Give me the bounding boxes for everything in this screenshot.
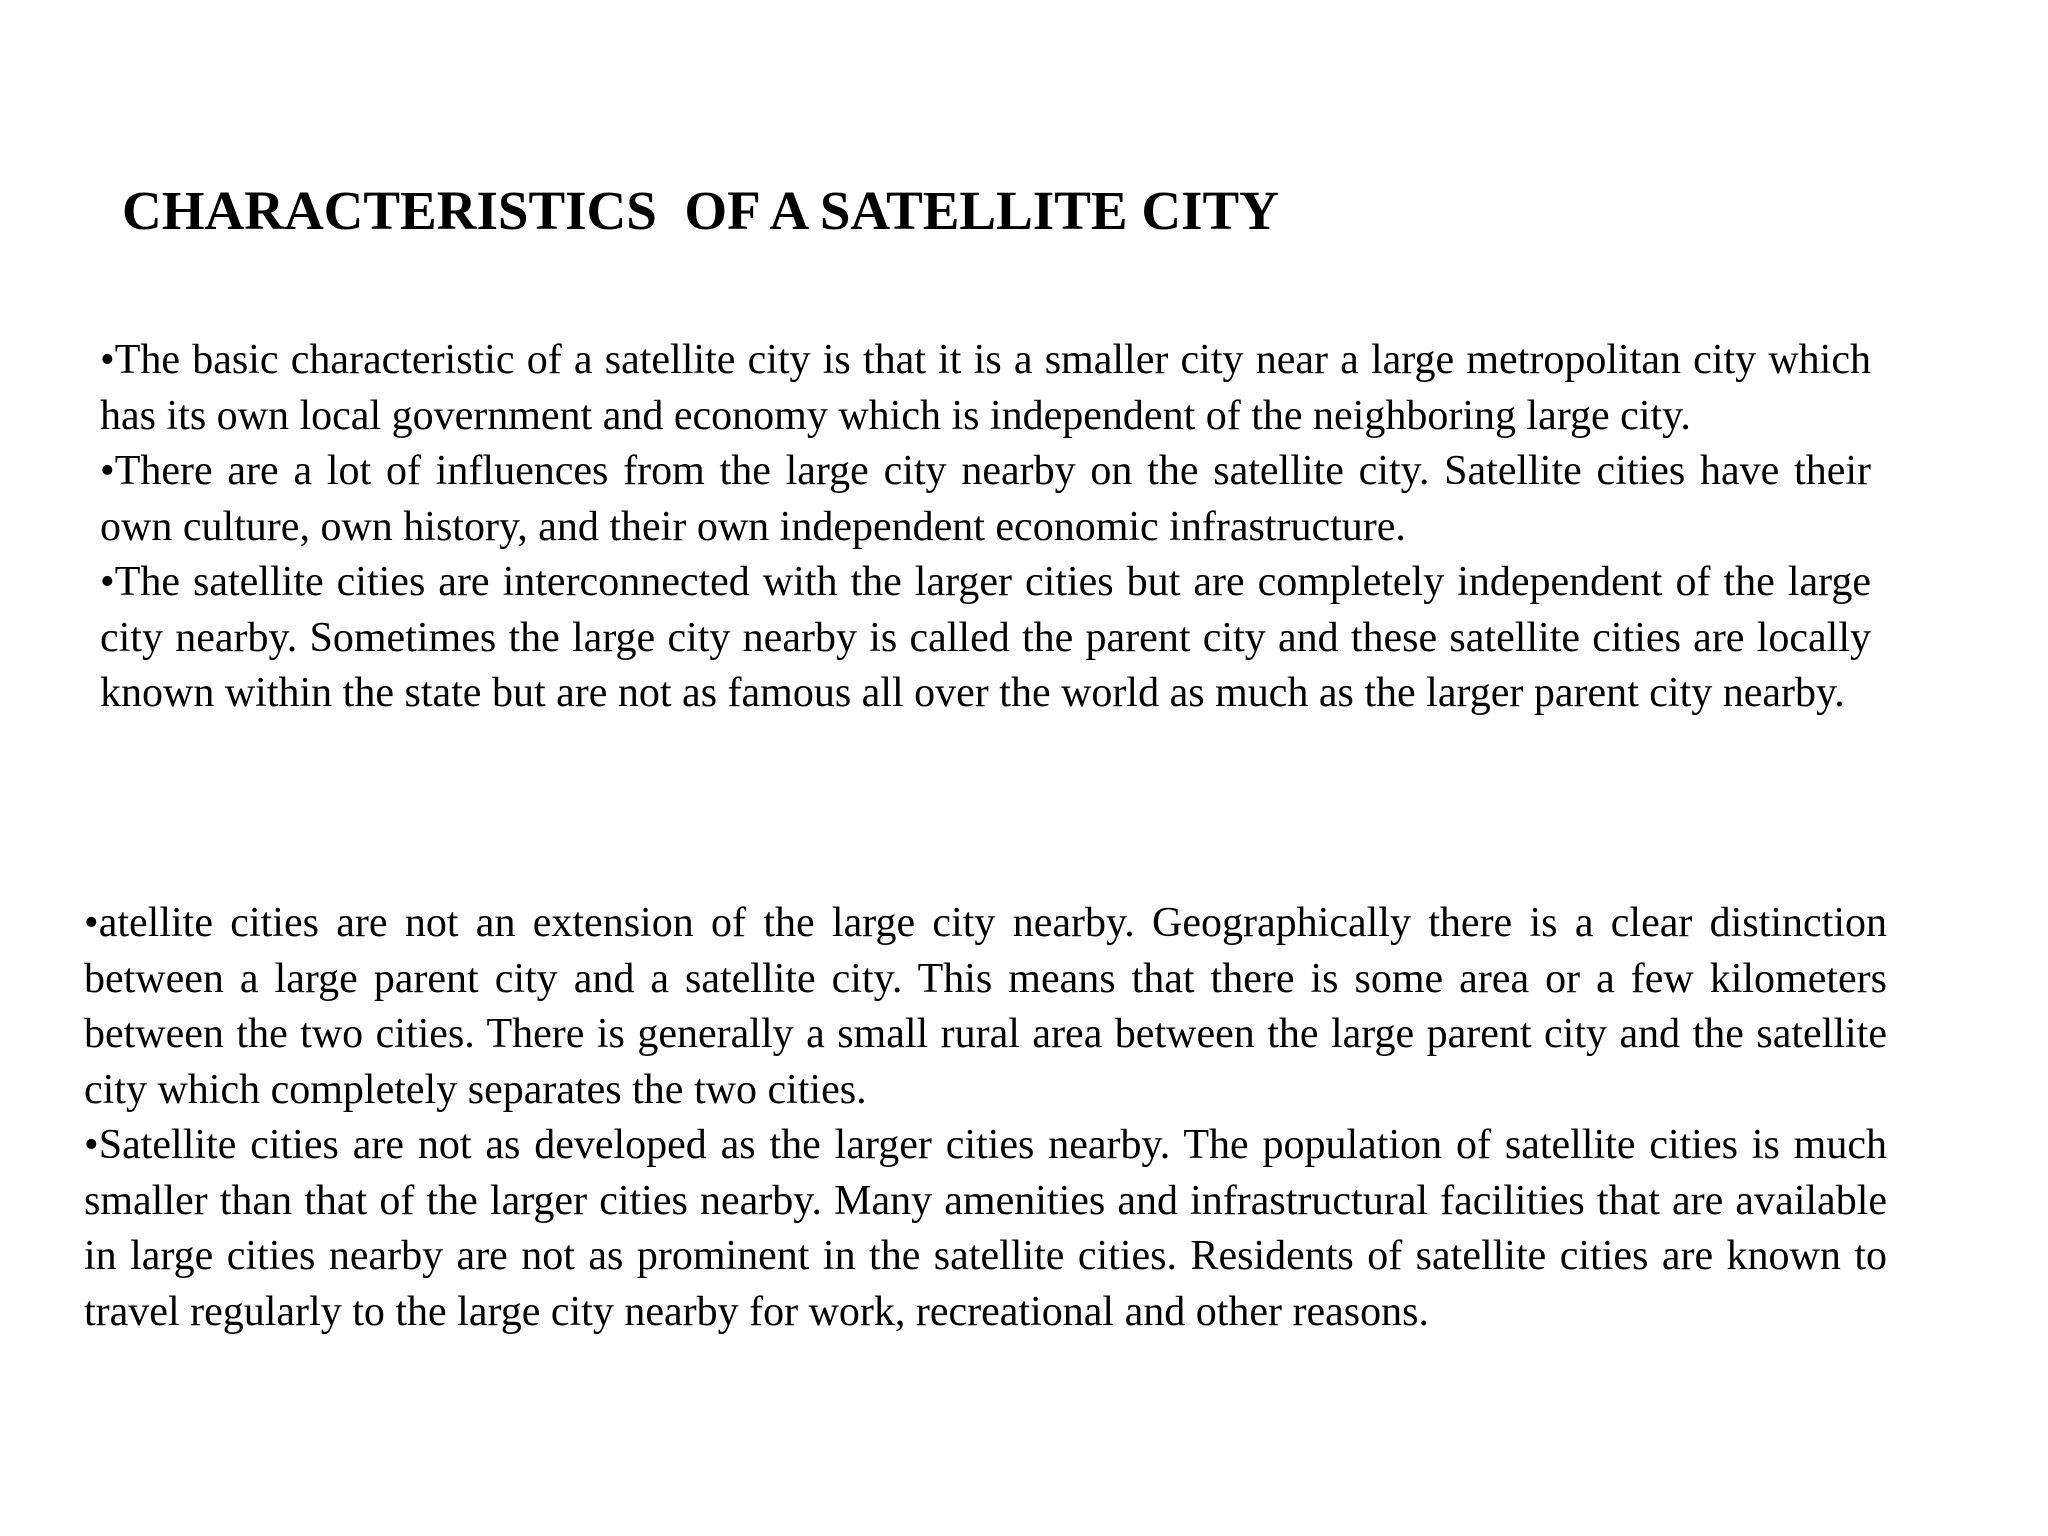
bullet-text: atellite cities are not an extension of the large city nearby. Geographically there is a clear distinction between a large parent city and a satellite city. This means that there is some area or a few kilometers between the two cities. There is generally a small rural area between the large parent city and the satellite city which completely separates the two cities.: [84, 900, 1887, 1113]
bullet-symbol: •: [100, 448, 115, 494]
bullet-item: [100, 444, 1871, 555]
bullet-text: The satellite cities are interconnected with the larger cities but are completely independent of the large city nearby. Sometimes the large city nearby is called the parent city and these satellite cities are locally known within the state but are not as famous all over the world as much as the larger parent city nearby.: [100, 559, 1871, 716]
bullet-list-top: [100, 333, 1871, 722]
bullet-symbol: •: [84, 900, 99, 946]
bullet-symbol: •: [84, 1122, 99, 1168]
bullet-item: [100, 555, 1871, 722]
bullet-item: [100, 333, 1871, 444]
bullet-item: [84, 1118, 1887, 1340]
bullet-item: [84, 896, 1887, 1118]
bullet-text: The basic characteristic of a satellite city is that it is a smaller city near a large metropolitan city which has its own local government and economy which is independent of the neighboring large city.: [100, 337, 1871, 439]
bullet-list-bottom: [84, 896, 1887, 1340]
bullet-symbol: •: [100, 559, 115, 605]
bullet-text: Satellite cities are not as developed as the larger cities nearby. The population of satellite cities is much smaller than that of the larger cities nearby. Many amenities and infrastructural facilities that are available in large cities nearby are not as prominent in the satellite cities. Residents of satellite cities are known to travel regularly to the large city nearby for work, recreational and other reasons.: [84, 1122, 1887, 1335]
bullet-symbol: •: [100, 337, 115, 383]
bullet-text: There are a lot of influences from the large city nearby on the satellite city. Satellite cities have their own culture, own history, and their own independent economic infrastructure.: [100, 448, 1871, 550]
slide-title: CHARACTERISTICS OF A SATELLITE CITY: [122, 180, 1279, 241]
